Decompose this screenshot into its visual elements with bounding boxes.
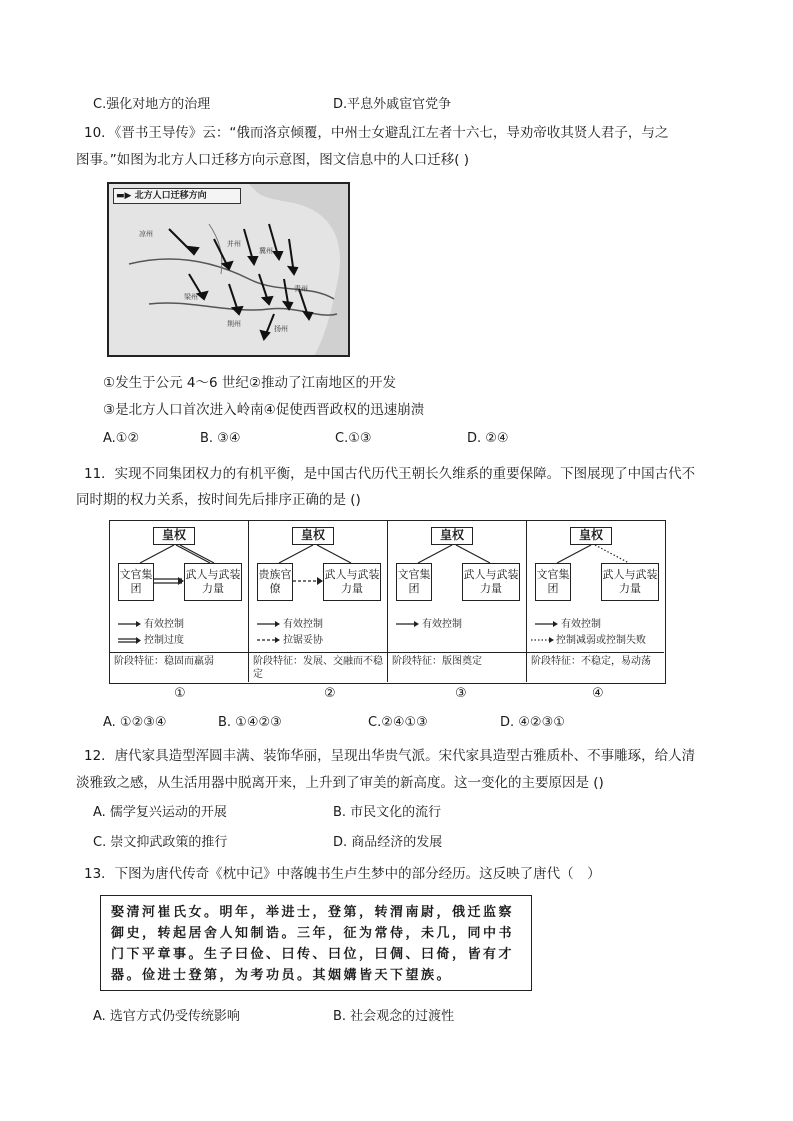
q12-option-c: C. 崇文抑武政策的推行 bbox=[93, 835, 228, 850]
panel-arrows bbox=[527, 521, 664, 652]
military-box: 武人与武装力量 bbox=[601, 563, 659, 601]
migration-map bbox=[107, 182, 350, 357]
q11-stem-line1: 11．实现不同集团权力的有机平衡，是中国古代历代王朝长久维系的重要保障。下图展现了中国古代不 bbox=[84, 466, 696, 482]
military-box: 武人与武装力量 bbox=[323, 563, 381, 601]
q10-option-d: D. ②④ bbox=[467, 431, 509, 446]
stage-feature: 阶段特征：版图奠定 bbox=[388, 652, 526, 682]
emperor-box: 皇权 bbox=[292, 527, 334, 545]
panel-number: ① bbox=[174, 686, 186, 701]
panel-arrows bbox=[249, 521, 388, 652]
q12-option-d: D. 商品经济的发展 bbox=[333, 835, 443, 850]
stage-feature: 阶段特征：稳固而羸弱 bbox=[110, 652, 248, 682]
power-panel-4 bbox=[527, 521, 664, 682]
q12-stem-line1: 12．唐代家具造型浑圆丰满、装饰华丽，呈现出华贵气派。宋代家具造型古雅质朴、不事雕琢，给人清 bbox=[84, 748, 696, 764]
map-place-label: 梁州 bbox=[184, 293, 198, 301]
q13-option-b: B. 社会观念的过渡性 bbox=[333, 1009, 455, 1024]
panel-number: ② bbox=[324, 686, 336, 701]
legend-second: 拉锯妥协 bbox=[283, 635, 323, 646]
q13-stem: 13．下图为唐代传奇《枕中记》中落魄书生卢生梦中的部分经历。这反映了唐代（ ） bbox=[84, 866, 601, 882]
left-group-box: 文官集团 bbox=[118, 563, 154, 601]
legend-second: 控制减弱或控制失败 bbox=[556, 635, 646, 646]
q10-option-b: B. ③④ bbox=[200, 431, 241, 446]
legend-effective: 有效控制 bbox=[144, 619, 184, 630]
map-title: 北方人口迁移方向 bbox=[134, 191, 207, 201]
map-place-label: 冀州 bbox=[259, 247, 273, 255]
q12-option-b: B. 市民文化的流行 bbox=[333, 805, 442, 820]
panel-arrows bbox=[110, 521, 249, 652]
arrow-icon: ▬▶ bbox=[116, 191, 132, 201]
map-place-label: 荆州 bbox=[227, 320, 241, 328]
q11-option-c: C.②④①③ bbox=[368, 715, 428, 730]
legend-effective: 有效控制 bbox=[561, 619, 601, 630]
emperor-box: 皇权 bbox=[431, 527, 473, 545]
panel-arrows bbox=[388, 521, 527, 652]
quote-box: 娶清河崔氏女。明年，举进士，登第，转渭南尉，俄迁监察御史，转起居舍人知制诰。三年，征为常侍，未几，同中书门下平章事。生子曰俭、曰传、曰位，曰倜、曰倚，皆有才器。俭进士登第，为考功员。其姻媾皆天下望族。 bbox=[100, 895, 532, 991]
option-c: C.强化对地方的治理 bbox=[93, 97, 211, 112]
legend-effective: 有效控制 bbox=[422, 619, 462, 630]
left-group-box: 文官集团 bbox=[535, 563, 571, 601]
q10-stem-line2: 图事。”如图为北方人口迁移方向示意图，图文信息中的人口迁移( ) bbox=[76, 152, 470, 168]
power-panel-3 bbox=[388, 521, 527, 682]
stage-feature: 阶段特征：发展、交融而不稳定 bbox=[249, 652, 387, 682]
power-diagram bbox=[109, 520, 666, 684]
left-group-box: 贵族官僚 bbox=[257, 563, 293, 601]
panel-number: ④ bbox=[592, 686, 604, 701]
military-box: 武人与武装力量 bbox=[462, 563, 520, 601]
q11-stem-line2: 同时期的权力关系，按时间先后排序正确的是 () bbox=[76, 492, 361, 508]
q10-statement-2: ③是北方人口首次进入岭南④促使西晋政权的迅速崩溃 bbox=[103, 402, 425, 418]
q12-option-a: A. 儒学复兴运动的开展 bbox=[93, 805, 227, 820]
q10-statement-1: ①发生于公元 4～6 世纪②推动了江南地区的开发 bbox=[103, 375, 396, 391]
legend-second: 控制过度 bbox=[144, 635, 184, 646]
emperor-box: 皇权 bbox=[570, 527, 612, 545]
military-box: 武人与武装力量 bbox=[184, 563, 242, 601]
left-group-box: 文官集团 bbox=[396, 563, 432, 601]
q10-option-c: C.①③ bbox=[335, 431, 372, 446]
map-drawing bbox=[109, 184, 350, 357]
map-place-label: 凉州 bbox=[139, 230, 153, 238]
stage-feature: 阶段特征：不稳定，易动荡 bbox=[527, 652, 664, 682]
q13-option-a: A. 选官方式仍受传统影响 bbox=[93, 1009, 240, 1024]
q11-option-d: D. ④②③① bbox=[500, 715, 565, 730]
q11-option-b: B. ①④②③ bbox=[218, 715, 282, 730]
map-place-label: 扬州 bbox=[274, 325, 288, 333]
q11-option-a: A. ①②③④ bbox=[103, 715, 167, 730]
map-place-label: 青州 bbox=[294, 285, 308, 293]
emperor-box: 皇权 bbox=[153, 527, 195, 545]
q10-stem-line1: 10．《晋书王导传》云：“俄而洛京倾覆，中州士女避乱江左者十六七，导劝帝收其贤人君子，与之 bbox=[84, 125, 669, 141]
power-panel-2 bbox=[249, 521, 388, 682]
q10-option-a: A.①② bbox=[103, 431, 140, 446]
option-d: D.平息外戚宦官党争 bbox=[333, 97, 452, 112]
map-place-label: 并州 bbox=[227, 240, 241, 248]
power-panel-1 bbox=[110, 521, 249, 682]
legend-effective: 有效控制 bbox=[283, 619, 323, 630]
q12-stem-line2: 淡雅致之感，从生活用器中脱离开来，上升到了审美的新高度。这一变化的主要原因是 () bbox=[76, 775, 604, 791]
panel-number: ③ bbox=[455, 686, 467, 701]
